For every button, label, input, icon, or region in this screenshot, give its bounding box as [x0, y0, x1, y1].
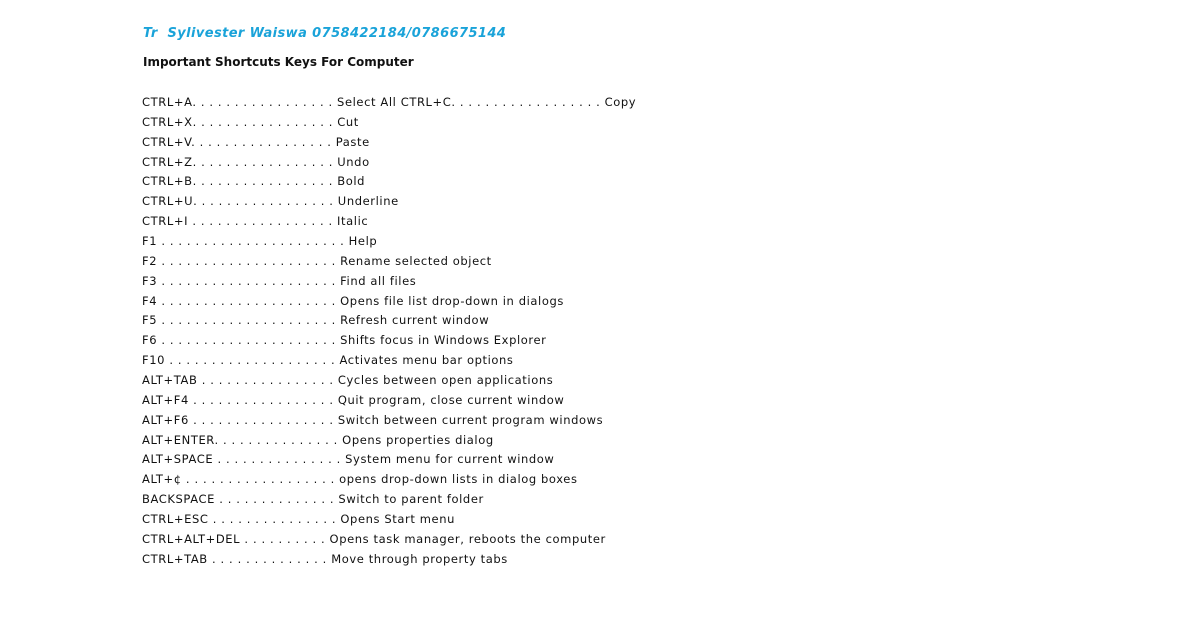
shortcut-row — [142, 331, 636, 351]
shortcut-key: CTRL+ALT+DEL — [142, 531, 241, 546]
shortcut-row — [142, 431, 636, 451]
shortcut-key: CTRL+Z — [142, 154, 193, 169]
shortcut-key: F2 — [142, 253, 158, 268]
shortcut-key: CTRL+V — [142, 134, 192, 149]
shortcut-key: ALT+¢ — [142, 472, 182, 487]
shortcut-row — [142, 510, 636, 530]
shortcut-action: Switch to parent folder — [338, 492, 484, 507]
shortcut-action: Help — [348, 234, 378, 249]
shortcut-key: BACKSPACE — [142, 492, 215, 507]
shortcut-action: Bold — [337, 174, 366, 189]
dot-leader: . . . . . . . . . . . . . . . . . — [188, 392, 338, 407]
shortcut-row — [142, 272, 636, 292]
shortcut-key: F6 — [142, 333, 158, 348]
shortcut-row — [142, 133, 636, 153]
shortcut-key: CTRL+A — [142, 95, 193, 109]
shortcut-action: Opens file list drop-down in dialogs — [340, 293, 564, 308]
shortcut-action: Opens Start menu — [340, 512, 455, 527]
shortcut-key: F3 — [142, 273, 158, 288]
shortcut-row — [142, 172, 636, 192]
dot-leader: . . . . . . . . . . . . . . . . . — [192, 154, 338, 169]
dot-leader: . . . . . . . . . . . . . . . . . . . . . — [157, 333, 341, 348]
shortcut-action: Underline — [337, 194, 399, 209]
shortcut-action: Switch between current program windows — [337, 412, 604, 427]
shortcut-action: Opens properties dialog — [342, 432, 494, 447]
dot-leader: . . . . . . . . . . . . . . . — [214, 432, 343, 447]
shortcut-list — [142, 93, 636, 570]
author-contact-line: Tr Sylivester Waiswa 0758422184/0786675144 — [143, 26, 507, 41]
dot-leader: . . . . . . . . . . . . . . . . . — [192, 114, 338, 129]
dot-leader: . . . . . . . . . . . . . . . . — [197, 373, 338, 388]
shortcut-row — [142, 470, 636, 490]
document-title: Important Shortcuts Keys For Computer — [143, 55, 414, 69]
shortcut-action: Opens task manager, reboots the computer — [329, 531, 606, 546]
shortcut-action: Italic — [337, 214, 369, 229]
dot-leader: . . . . . . . . . . . . . . . . . . . . . — [157, 273, 341, 288]
shortcut-row — [142, 311, 636, 331]
dot-leader: . . . . . . . . . . . . . . . . . — [192, 174, 338, 189]
shortcut-row — [142, 351, 636, 371]
dot-leader: . . . . . . . . . . . . . . — [215, 492, 339, 507]
dot-leader: . . . . . . . . . . . . . . . . . — [188, 214, 338, 229]
dot-leader: . . . . . . . . . . . . . . . . . — [192, 95, 338, 109]
shortcut-key: F10 — [142, 353, 166, 368]
shortcut-key: F4 — [142, 293, 158, 308]
shortcut-key: ALT+TAB — [142, 373, 198, 388]
shortcut-key: CTRL+X — [142, 114, 193, 129]
shortcut-row — [142, 113, 636, 133]
shortcut-key: CTRL+TAB — [142, 551, 208, 566]
shortcut-row — [142, 192, 636, 212]
dot-leader: . . . . . . . . . . . . . . . . . . . . . — [157, 313, 341, 328]
shortcut-action: Paste — [335, 134, 370, 149]
shortcut-action: Shifts focus in Windows Explorer — [340, 333, 547, 348]
shortcut-action: opens drop-down lists in dialog boxes — [339, 472, 578, 487]
shortcut-action: Select All CTRL+C. . . . . . . . . . . . . . . . . . Copy — [337, 95, 637, 109]
shortcut-key: ALT+ENTER — [142, 432, 215, 447]
dot-leader: . . . . . . . . . . . . . . . . . . . . — [165, 353, 340, 368]
shortcut-row — [142, 292, 636, 312]
shortcut-action: Rename selected object — [340, 253, 492, 268]
shortcut-row — [142, 232, 636, 252]
dot-leader: . . . . . . . . . . . . . . . — [208, 512, 341, 527]
shortcut-row — [142, 153, 636, 173]
dot-leader: . . . . . . . . . . . . . . . — [213, 452, 346, 467]
dot-leader: . . . . . . . . . . . . . . . . . . — [181, 472, 340, 487]
shortcut-key: CTRL+U — [142, 194, 194, 209]
shortcut-key: ALT+F6 — [142, 412, 189, 427]
dot-leader: . . . . . . . . . . . . . . — [207, 551, 332, 566]
shortcut-row — [142, 450, 636, 470]
shortcut-key: ALT+F4 — [142, 392, 189, 407]
dot-leader: . . . . . . . . . . . . . . . . . — [193, 194, 338, 209]
shortcut-row — [142, 371, 636, 391]
shortcut-action: Move through property tabs — [331, 551, 508, 566]
dot-leader: . . . . . . . . . . . . . . . . . . . . . — [157, 253, 341, 268]
shortcut-action: Quit program, close current window — [337, 392, 565, 407]
dot-leader: . . . . . . . . . . . . . . . . . — [191, 134, 336, 149]
shortcut-action: Cut — [337, 114, 359, 129]
dot-leader: . . . . . . . . . . . . . . . . . . . . . — [157, 293, 341, 308]
shortcut-action: Undo — [337, 154, 370, 169]
shortcut-row — [142, 530, 636, 550]
shortcut-key: CTRL+B — [142, 174, 193, 189]
shortcut-row — [142, 391, 636, 411]
shortcut-key: F5 — [142, 313, 158, 328]
shortcut-action: System menu for current window — [345, 452, 555, 467]
shortcut-row — [142, 550, 636, 570]
shortcut-row — [142, 212, 636, 232]
shortcut-action: Cycles between open applications — [337, 373, 554, 388]
dot-leader: . . . . . . . . . . . . . . . . . — [188, 412, 338, 427]
shortcut-key: CTRL+I — [142, 214, 189, 229]
shortcut-key: CTRL+ESC — [142, 512, 209, 527]
shortcut-action: Activates menu bar options — [339, 353, 514, 368]
shortcut-row — [142, 490, 636, 510]
shortcut-key: ALT+SPACE — [142, 452, 214, 467]
shortcut-row — [142, 252, 636, 272]
shortcut-row — [142, 93, 636, 113]
dot-leader: . . . . . . . . . . — [240, 531, 330, 546]
shortcut-row — [142, 411, 636, 431]
dot-leader: . . . . . . . . . . . . . . . . . . . . . . — [157, 234, 349, 249]
shortcut-action: Refresh current window — [340, 313, 490, 328]
shortcut-action: Find all files — [340, 273, 417, 288]
shortcut-key: F1 — [142, 234, 158, 249]
